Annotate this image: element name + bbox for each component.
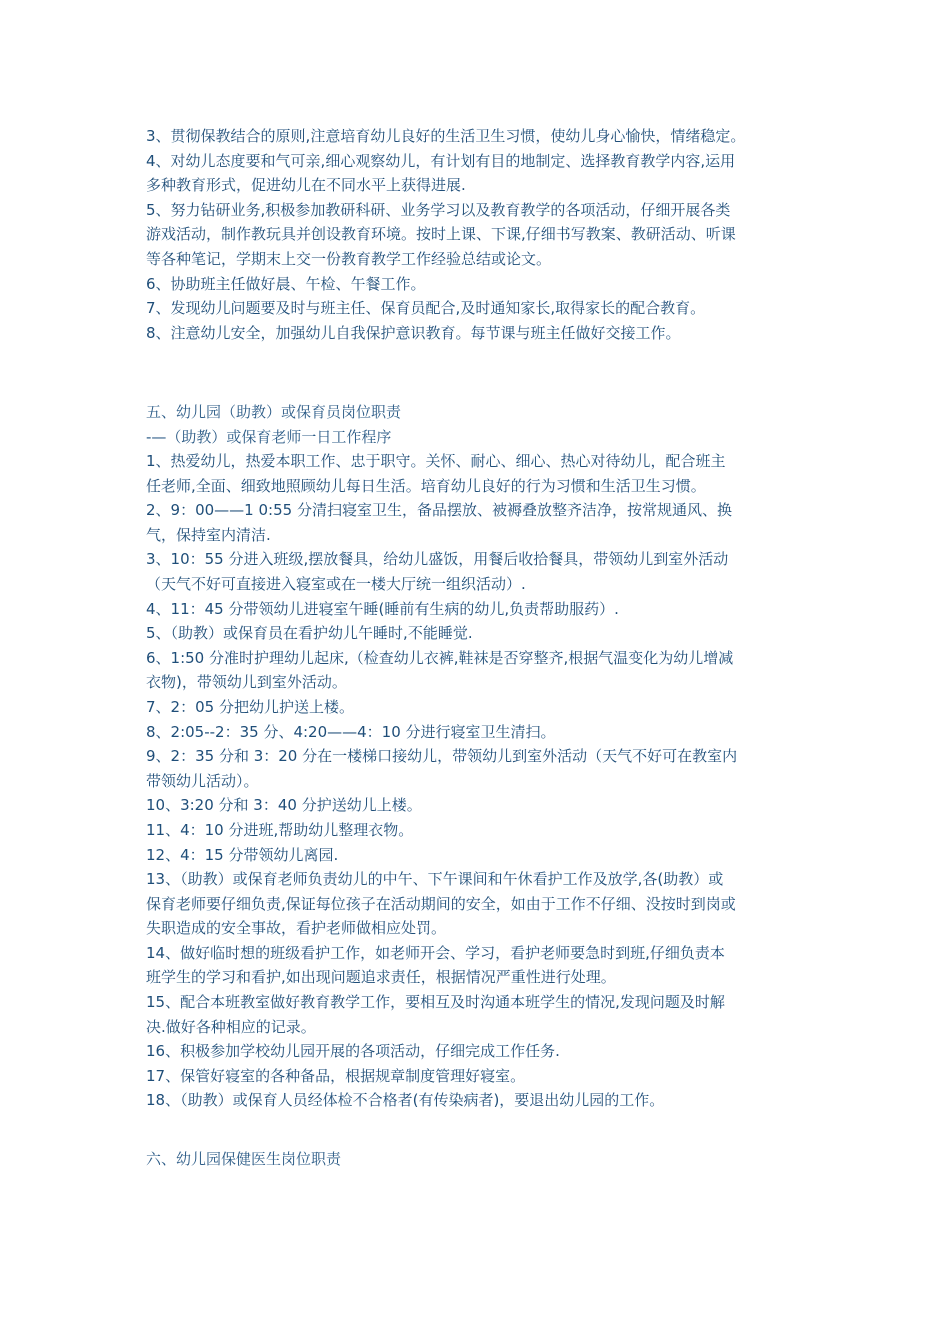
list-item [146,198,810,272]
section-5-heading: 五、幼儿园（助教）或保育员岗位职责 [146,403,402,421]
section-5-duties [146,449,810,1113]
list-item [146,296,810,321]
list-item-line: 16、积极参加学校幼儿园开展的各项活动，仔细完成工作任务. [146,1042,560,1061]
list-item [146,720,810,745]
list-item [146,321,810,346]
list-item-line: 等各种笔记，学期末上交一份教育教学工作经验总结或论文。 [146,249,552,268]
section-5-subheading: -—（助教）或保育老师一日工作程序 [146,427,392,446]
list-item-line: 3、贯彻保教结合的原则,注意培育幼儿良好的生活卫生习惯，使幼儿身心愉快，情绪稳定。 [146,127,746,145]
list-item-line: 保育老师要仔细负责,保证每位孩子在活动期间的安全，如由于工作不仔细、没按时到岗或 [146,894,736,913]
section-6-header [146,1147,810,1172]
list-item [146,941,810,990]
section-5-header [146,400,810,449]
list-item [146,149,810,198]
list-item-line: 3、10：55 分进入班级,摆放餐具，给幼儿盛饭，用餐后收拾餐具，带领幼儿到室外活动 [146,550,729,569]
list-item-line: 14、做好临时想的班级看护工作，如老师开会、学习，看护老师要急时到班,仔细负责本 [146,943,725,962]
list-item-line: 带领幼儿活动）。 [146,771,259,790]
list-item-line: 5、（助教）或保育员在看护幼儿午睡时,不能睡觉. [146,624,473,643]
list-item-line: 任老师,全面、细致地照顾幼儿每日生活。培育幼儿良好的行为习惯和生活卫生习惯。 [146,476,706,495]
list-item [146,646,810,695]
list-item-line: 气，保持室内清洁. [146,525,271,544]
list-item [146,621,810,646]
list-item-line: （天气不好可直接进入寝室或在一楼大厅统一组织活动）. [146,574,526,593]
section-4-duties [146,124,810,345]
list-item-line: 7、发现幼儿问题要及时与班主任、保育员配合,及时通知家长,取得家长的配合教育。 [146,299,706,318]
list-item-line: 失职造成的安全事故，看护老师做相应处罚。 [146,919,447,938]
list-item-line: 衣物)，带领幼儿到室外活动。 [146,673,347,692]
list-item-line: 18、（助教）或保育人员经体检不合格者(有传染病者)，要退出幼儿园的工作。 [146,1091,665,1110]
list-item-line: 5、努力钻研业务,积极参加教研科研、业务学习以及教育教学的各项活动，仔细开展各类 [146,200,731,219]
list-item [146,818,810,843]
list-item-line: 12、4：15 分带领幼儿离园. [146,845,339,864]
list-item [146,498,810,547]
list-item [146,1088,810,1113]
list-item-line: 8、注意幼儿安全，加强幼儿自我保护意识教育。每节课与班主任做好交接工作。 [146,323,681,342]
list-item-line: 8、2:05--2：35 分、4:20——4：10 分进行寝室卫生清扫。 [146,722,556,741]
list-item [146,867,810,941]
list-item [146,843,810,868]
list-item [146,1064,810,1089]
list-item-line: 4、11：45 分带领幼儿进寝室午睡(睡前有生病的幼儿,负责帮助服药）. [146,599,619,618]
list-item [146,597,810,622]
section-6-heading: 六、幼儿园保健医生岗位职责 [146,1150,342,1168]
list-item [146,124,810,149]
list-item-line: 2、9：00——1 0:55 分清扫寝室卫生，备品摆放、被褥叠放整齐洁净，按常规通风、换 [146,501,732,520]
list-item-line: 1、热爱幼儿，热爱本职工作、忠于职守。关怀、耐心、细心、热心对待幼儿，配合班主 [146,452,726,470]
list-item [146,449,810,498]
list-item [146,272,810,297]
list-item [146,793,810,818]
list-item-line: 班学生的学习和看护,如出现问题追求责任，根据情况严重性进行处理。 [146,968,616,987]
list-item-line: 13、（助教）或保育老师负责幼儿的中午、下午课间和午休看护工作及放学,各(助教）或 [146,870,724,889]
list-item [146,1039,810,1064]
list-item [146,547,810,596]
list-item-line: 7、2：05 分把幼儿护送上楼。 [146,697,354,716]
list-item-line: 15、配合本班教室做好教育教学工作，要相互及时沟通本班学生的情况,发现问题及时解 [146,993,725,1012]
list-item-line: 决.做好各种相应的记录。 [146,1017,316,1036]
list-item-line: 9、2：35 分和 3：20 分在一楼梯口接幼儿，带领幼儿到室外活动（天气不好可在教室内 [146,747,738,766]
list-item [146,744,810,793]
list-item-line: 游戏活动，制作教玩具并创设教育环境。按时上课、下课,仔细书写教案、教研活动、听课 [146,225,736,244]
list-item-line: 4、对幼儿态度要和气可亲,细心观察幼儿，有计划有目的地制定、选择教育教学内容,运用 [146,151,736,170]
list-item-line: 6、1:50 分准时护理幼儿起床,（检查幼儿衣裤,鞋袜是否穿整齐,根据气温变化为幼儿增减 [146,648,734,667]
list-item-line: 10、3:20 分和 3：40 分护送幼儿上楼。 [146,796,422,815]
list-item-line: 6、协助班主任做好晨、午检、午餐工作。 [146,274,426,293]
list-item [146,695,810,720]
list-item-line: 17、保管好寝室的各种备品，根据规章制度管理好寝室。 [146,1066,526,1085]
list-item [146,990,810,1039]
list-item-line: 多种教育形式，促进幼儿在不同水平上获得进展. [146,176,466,195]
list-item-line: 11、4：10 分进班,帮助幼儿整理衣物。 [146,820,414,839]
